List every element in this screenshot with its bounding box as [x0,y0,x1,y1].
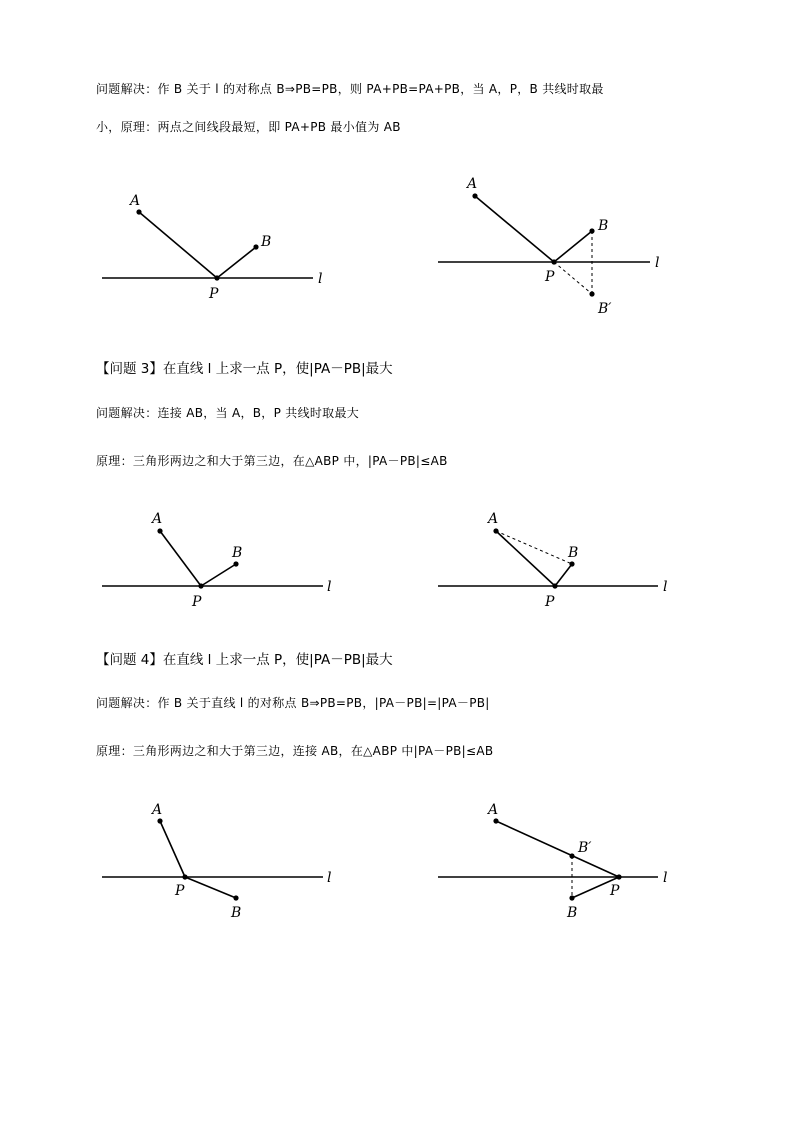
point-p [551,259,556,264]
segment-pb [554,231,592,262]
segment-pa [160,531,201,586]
problem3-figures [0,505,794,615]
problem3-solution: 问题解决：连接 AB，当 A，B，P 共线时取最大 [96,406,360,420]
problem2-figure-right [438,176,659,317]
label-b: B [231,905,242,921]
segment-pa [139,212,217,278]
point-b [589,228,594,233]
label-a: A [152,802,163,818]
point-a [157,528,162,533]
segment-pb [201,564,236,586]
label-b: B [568,545,579,561]
segment-pa [160,821,185,877]
problem3-heading: 【问题 3】在直线 l 上求一点 P，使|PA－PB|最大 [96,361,393,377]
problem2-figures [0,170,794,320]
problem2-solution-line2: 小，原理：两点之间线段最短，即 PA+PB 最小值为 AB [96,120,401,134]
point-b [233,561,238,566]
point-a [157,818,162,823]
problem3-principle: 原理：三角形两边之和大于第三边，在△ABP 中，|PA－PB|≤AB [96,454,448,468]
label-a: A [152,511,163,527]
segment-pb [217,247,256,278]
problem4-heading: 【问题 4】在直线 l 上求一点 P，使|PA－PB|最大 [96,652,393,668]
problem3-figure-right [438,511,667,610]
point-a [136,209,141,214]
label-b: B [567,905,578,921]
dashed-ab [496,531,572,564]
label-l: l [655,255,660,271]
point-p [182,874,187,879]
problem2-solution-line1: 问题解决：作 B 关于 l 的对称点 B⇒PB=PB，则 PA+PB=PA+PB，当 A，P，B 共线时取最 [96,82,604,96]
problem4-solution: 问题解决：作 B 关于直线 l 的对称点 B⇒PB=PB，|PA－PB|=|PA－PB| [96,696,490,710]
label-a: A [467,176,478,192]
segment-ap [496,821,619,877]
label-b: B [598,218,609,234]
label-a: A [130,193,141,209]
label-b-prime: B′ [598,301,612,317]
label-p: P [175,883,185,899]
label-l: l [663,870,668,886]
point-a [493,818,498,823]
point-p [214,275,219,280]
point-a [493,528,498,533]
point-b-prime [589,291,594,296]
problem4-figures [0,795,794,925]
dashed-pb-prime [554,262,592,294]
label-p: P [209,286,219,302]
point-b [233,895,238,900]
problem3-figure-left [102,511,331,610]
label-l: l [663,579,668,595]
label-p: P [610,883,620,899]
point-b [569,895,574,900]
segment-pa [496,531,555,586]
point-p [552,583,557,588]
label-a: A [488,802,499,818]
segment-pa [475,196,554,262]
point-b [253,244,258,249]
point-a [472,193,477,198]
point-b-prime [569,853,574,858]
label-p: P [192,594,202,610]
problem2-figure-left [102,193,322,302]
label-p: P [545,594,555,610]
segment-pb [185,877,236,898]
label-p: P [545,269,555,285]
point-p [198,583,203,588]
label-b: B [232,545,243,561]
label-l: l [327,870,332,886]
problem4-figure-left [102,802,331,921]
segment-pb [555,564,572,586]
label-b: B [261,234,272,250]
problem4-principle: 原理：三角形两边之和大于第三边，连接 AB，在△ABP 中|PA－PB|≤AB [96,744,494,758]
label-a: A [488,511,499,527]
problem4-figure-right [438,802,667,921]
point-b [569,561,574,566]
point-p [616,874,621,879]
label-b-prime: B′ [578,840,592,856]
label-l: l [327,579,332,595]
label-l: l [318,271,323,287]
